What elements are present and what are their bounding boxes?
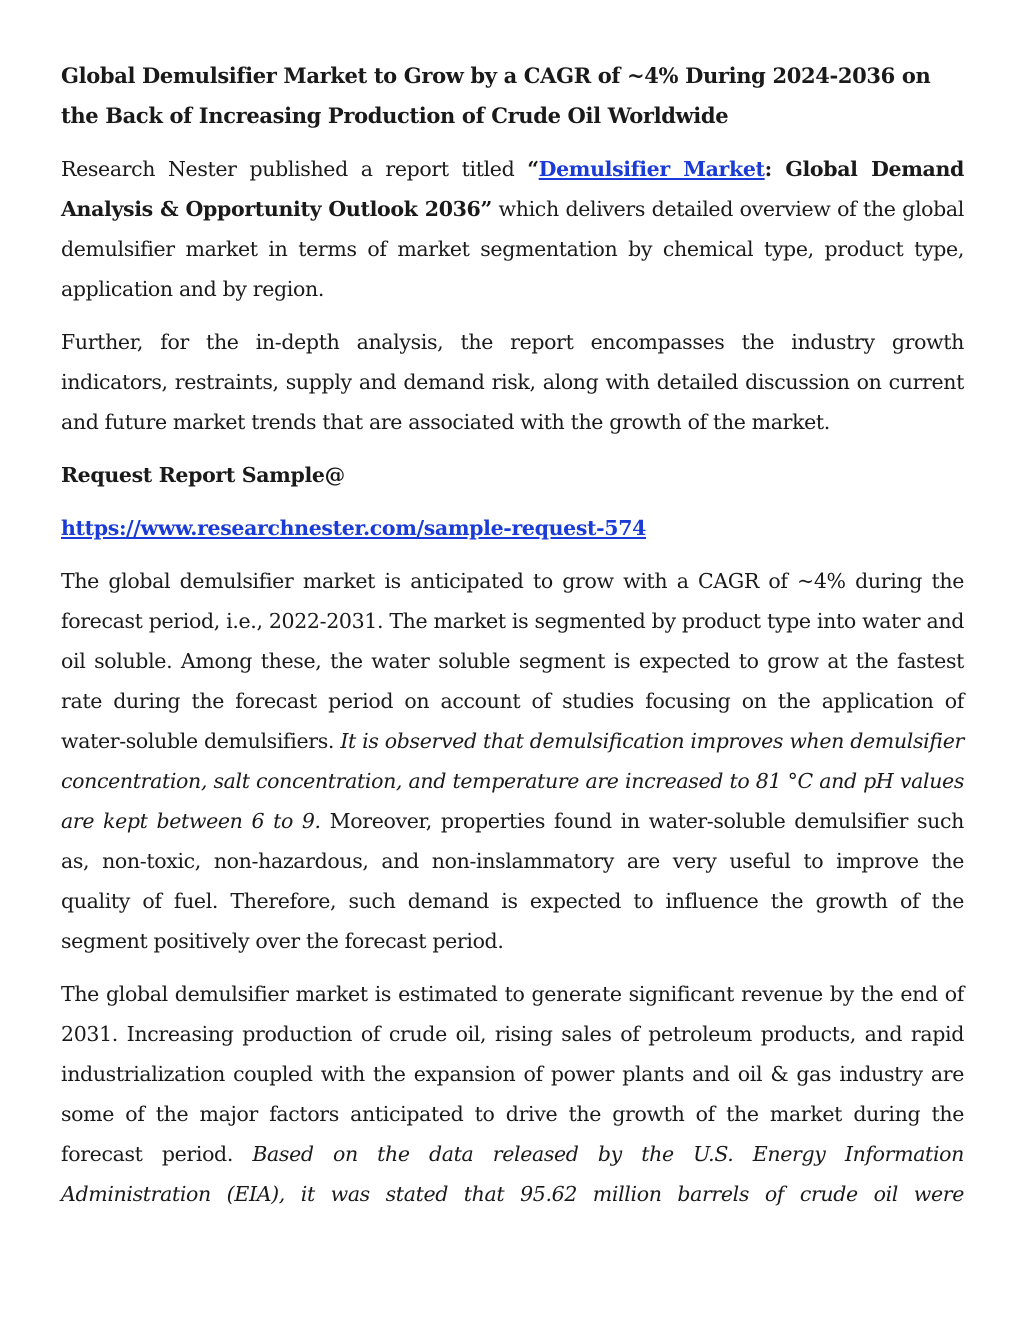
intro-text-before: Research Nester published a report titled bbox=[61, 157, 528, 181]
sample-request-link[interactable]: https://www.researchnester.com/sample-request-574 bbox=[61, 516, 647, 540]
intro-paragraph bbox=[61, 149, 964, 309]
revenue-paragraph bbox=[61, 974, 964, 1214]
revenue-text-before: The global demulsifier market is estimated to generate significant revenue by the end of 2031. Increasing production of crude oil, rising sales of petroleum products, and rapid industrialization coupled with the expansion of power plants and oil & gas industry are some of the major factors anticipated to drive the growth of the market during the forecast period. bbox=[61, 982, 964, 1166]
document-page bbox=[61, 56, 964, 1227]
intro-report-title: : Global Demand Analysis & Opportunity Outlook 2036” bbox=[61, 157, 965, 221]
cagr-italic-text: It is observed that demulsification improves when demulsifier concentration, salt concentration, and temperature are increased to 81 °C and pH values are kept between 6 to 9. bbox=[61, 729, 964, 833]
intro-text-after: which delivers detailed overview of the global demulsifier market in terms of market segmentation by chemical type, product type, application and by region. bbox=[61, 197, 965, 301]
cagr-text-before: The global demulsifier market is anticipated to grow with a CAGR of ~4% during the forecast period, i.e., 2022-2031. The market is segmented by product type into water and oil soluble. Among these, the water soluble segment is expected to grow at the fastest rate during the forecast period on account of studies focusing on the application of water-soluble demulsifiers. bbox=[61, 569, 964, 753]
request-sample-label: Request Report Sample@ bbox=[61, 463, 345, 487]
intro-open-quote: “ bbox=[527, 157, 539, 181]
cagr-paragraph bbox=[61, 561, 964, 961]
revenue-italic-text: Based on the data released by the U.S. Energy Information Administration (EIA), it was stated that 95.62 million barrels of crude oil were bbox=[61, 1142, 965, 1206]
document-heading: Global Demulsifier Market to Grow by a CAGR of ~4% During 2024-2036 on the Back of Increasing Production of Crude Oil Worldwide bbox=[61, 63, 931, 128]
cagr-text-after: Moreover, properties found in water-soluble demulsifier such as, non-toxic, non-hazardous, and non-inslammatory are very useful to improve the quality of fuel. Therefore, such demand is expected to influence the growth of the segment positively over the forecast period. bbox=[61, 809, 964, 953]
demulsifier-market-link[interactable]: Demulsifier Market bbox=[538, 157, 765, 181]
further-paragraph: Further, for the in-depth analysis, the report encompasses the industry growth indicators, restraints, supply and demand risk, along with detailed discussion on current and future market trends that are associated with the growth of the market. bbox=[61, 330, 964, 434]
request-url-paragraph bbox=[61, 508, 964, 548]
